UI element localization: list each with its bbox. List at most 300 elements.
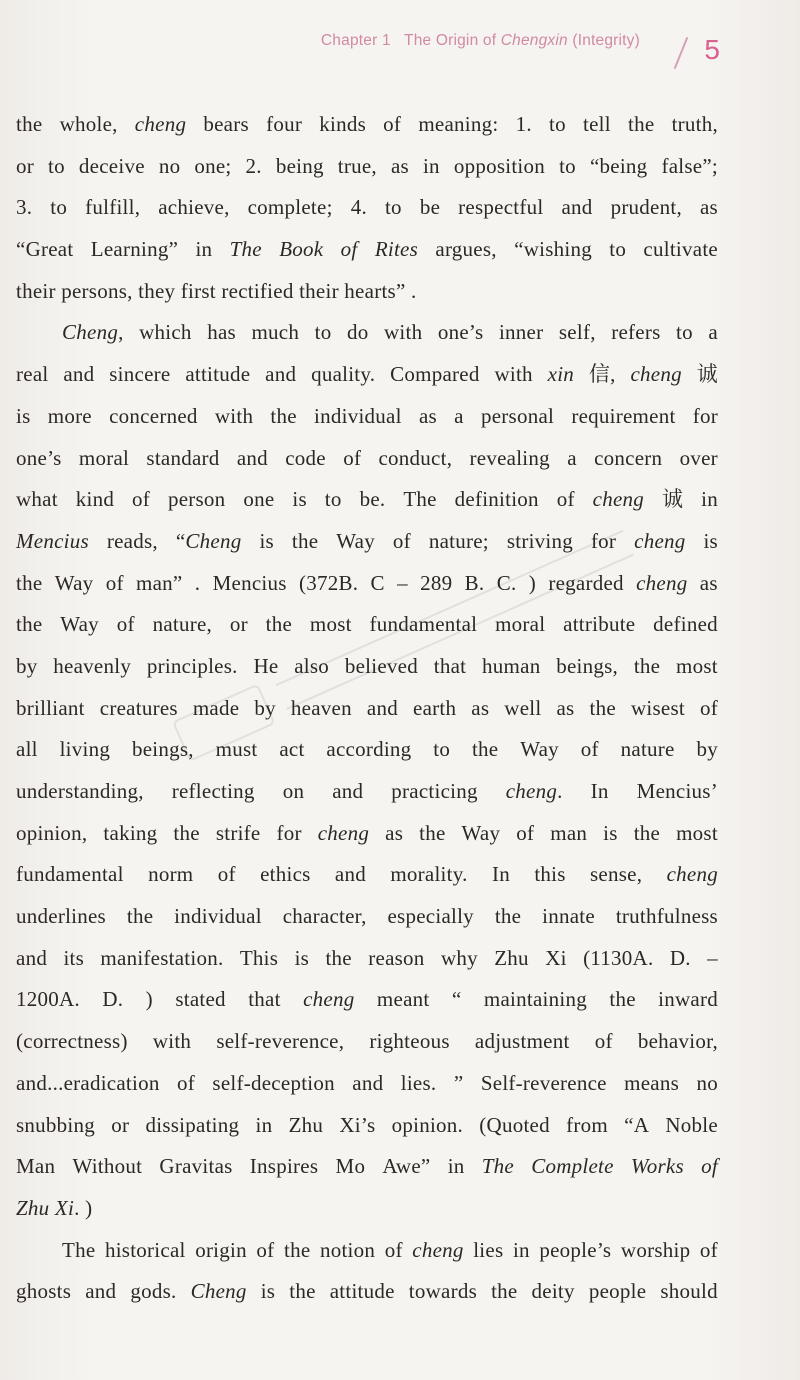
- word: “Great: [16, 237, 74, 262]
- word: with: [494, 362, 533, 387]
- word: from: [566, 1112, 608, 1137]
- word: Way: [54, 570, 94, 595]
- word: of: [556, 487, 575, 512]
- word: that: [433, 653, 467, 678]
- word: sincere: [109, 362, 171, 387]
- word: people’s: [539, 1237, 612, 1262]
- text-line: [16, 938, 718, 980]
- word: Way: [520, 737, 559, 762]
- word: Awe”: [382, 1154, 431, 1179]
- word: righteous: [369, 1029, 450, 1054]
- word: human: [482, 653, 541, 678]
- word: achieve,: [158, 195, 230, 220]
- word: revealing: [469, 445, 550, 470]
- word: the: [628, 112, 655, 136]
- word: In: [491, 862, 510, 887]
- word: ghosts: [16, 1279, 72, 1304]
- word: with: [384, 320, 423, 345]
- word: to: [384, 195, 402, 220]
- word: what: [16, 487, 58, 512]
- word: practicing: [391, 779, 478, 803]
- word: (Quoted: [479, 1112, 550, 1137]
- word: 2.: [245, 153, 262, 178]
- word: as: [418, 403, 437, 428]
- word: to: [314, 320, 332, 345]
- word: one’s: [16, 445, 62, 470]
- italic-word: of: [701, 1154, 718, 1179]
- word: (372B.: [298, 570, 359, 595]
- word: means: [624, 1070, 680, 1095]
- word: B.: [464, 570, 485, 595]
- word: kinds: [319, 112, 366, 136]
- word: 289: [420, 570, 453, 595]
- text-line: [16, 688, 718, 730]
- word: the: [126, 904, 154, 929]
- word: of: [699, 1237, 718, 1262]
- word: requirement: [571, 403, 676, 428]
- text-line: [16, 563, 718, 605]
- word: respectful: [458, 195, 544, 220]
- word: underlines: [16, 904, 106, 929]
- italic-word: cheng: [505, 779, 558, 803]
- italic-word: cheng: [303, 987, 355, 1012]
- word: one;: [194, 153, 232, 178]
- text-segment: . ): [74, 1195, 93, 1220]
- word: –: [707, 945, 718, 970]
- page-number: 5: [704, 34, 720, 65]
- word: norm: [148, 862, 194, 887]
- text-line: [16, 771, 718, 813]
- word: individual: [314, 403, 402, 428]
- text-line: [16, 854, 718, 896]
- word: is: [292, 487, 307, 512]
- word: innate: [542, 904, 595, 929]
- word: believed: [344, 653, 418, 678]
- word: striving: [506, 528, 573, 553]
- word: the: [471, 737, 499, 762]
- word: argues,: [435, 237, 497, 262]
- word: is: [16, 403, 31, 428]
- word: attitude: [329, 1279, 395, 1304]
- word: people: [588, 1279, 647, 1304]
- word: to: [559, 153, 576, 178]
- word: ): [145, 987, 153, 1012]
- italic-word: cheng: [630, 362, 682, 387]
- word: Way: [60, 612, 99, 637]
- word: 诚: [696, 362, 718, 387]
- word: by: [16, 653, 38, 678]
- word: inward: [658, 987, 718, 1012]
- word: one’s: [437, 320, 484, 345]
- word: to: [433, 737, 451, 762]
- word: of: [699, 695, 718, 720]
- word: D.: [669, 945, 691, 970]
- word: made: [192, 695, 240, 720]
- word: living: [59, 737, 111, 762]
- word: (correctness): [16, 1029, 128, 1054]
- word: brilliant: [16, 695, 85, 720]
- word: manifestation.: [100, 945, 224, 970]
- word: C: [370, 570, 385, 595]
- word: lies: [473, 1237, 504, 1262]
- word: taking: [103, 820, 158, 845]
- word: “A: [624, 1112, 650, 1137]
- word: being: [275, 153, 324, 178]
- word: of: [256, 1237, 275, 1262]
- word: moral: [78, 445, 130, 470]
- word: Way: [461, 820, 501, 845]
- word: quality.: [311, 362, 376, 387]
- italic-word: The: [481, 1154, 514, 1179]
- word: to: [50, 195, 68, 220]
- word: deity: [531, 1279, 575, 1304]
- word: .: [557, 779, 563, 803]
- word-group: [62, 312, 124, 354]
- word: complete;: [247, 195, 333, 220]
- word: also: [294, 653, 330, 678]
- word: bears: [203, 112, 249, 136]
- chapter-label: Chapter 1: [320, 32, 391, 49]
- word: more: [47, 403, 92, 428]
- word: is: [260, 1279, 276, 1304]
- word: defined: [653, 612, 718, 637]
- word: regarded: [548, 570, 624, 595]
- word: heavenly: [53, 653, 132, 678]
- word: the: [291, 528, 319, 553]
- italic-word: cheng: [412, 1237, 464, 1262]
- word: Inspires: [249, 1154, 319, 1179]
- word: prudent,: [610, 195, 682, 220]
- word: and: [236, 445, 268, 470]
- word: in: [255, 1112, 273, 1137]
- word: by: [696, 737, 718, 762]
- word: much: [251, 320, 300, 345]
- word: on: [282, 779, 305, 803]
- word: of: [116, 612, 135, 637]
- word: reads,: [106, 528, 158, 553]
- word: a: [454, 403, 464, 428]
- word: well: [504, 695, 542, 720]
- text-line: [16, 479, 718, 521]
- italic-word: of: [340, 237, 358, 262]
- word: ,: [118, 320, 124, 345]
- word: standard: [146, 445, 220, 470]
- word: Compared: [390, 362, 480, 387]
- text-line: [16, 979, 718, 1021]
- word: personal: [480, 403, 555, 428]
- word: do: [346, 320, 369, 345]
- text-line: [16, 646, 718, 688]
- word-group: [506, 771, 563, 813]
- word: no: [696, 1070, 718, 1095]
- italic-word: cheng: [636, 570, 688, 595]
- text-line: [16, 271, 718, 313]
- word: and: [366, 695, 398, 720]
- italic-word: Complete: [531, 1154, 614, 1179]
- word: .: [194, 570, 201, 595]
- word: be: [419, 195, 441, 220]
- word: concern: [594, 445, 663, 470]
- word: the: [494, 904, 522, 929]
- word: self-reverence,: [216, 1029, 345, 1054]
- word: and: [561, 195, 593, 220]
- word: or: [16, 153, 34, 178]
- word: and: [265, 362, 297, 387]
- text-line: [16, 354, 718, 396]
- word: Zhu: [494, 945, 529, 970]
- word: sense,: [590, 862, 643, 887]
- word: of: [594, 1029, 613, 1054]
- word: of: [105, 570, 124, 595]
- word: in: [512, 1237, 530, 1262]
- word: and: [332, 779, 364, 803]
- word: worship: [620, 1237, 691, 1262]
- word: as: [385, 820, 404, 845]
- word: This: [239, 945, 279, 970]
- word: or: [111, 1112, 130, 1137]
- text-line: [16, 104, 718, 146]
- word: C.: [496, 570, 517, 595]
- word: 1.: [515, 112, 532, 136]
- word: concerned: [109, 403, 198, 428]
- text-line: [16, 312, 718, 354]
- word: and...eradication: [16, 1070, 160, 1095]
- word: and: [352, 1070, 384, 1095]
- word: earth: [413, 695, 457, 720]
- word: kind: [75, 487, 115, 512]
- word: the: [16, 112, 43, 136]
- word: of: [217, 862, 236, 887]
- word: Noble: [665, 1112, 718, 1137]
- word: for: [276, 820, 302, 845]
- italic-word: cheng: [592, 487, 645, 512]
- word: has: [207, 320, 236, 345]
- word: the: [265, 612, 293, 637]
- word: stated: [175, 987, 226, 1012]
- word: character,: [282, 904, 367, 929]
- word: most: [676, 653, 718, 678]
- word: is: [603, 820, 618, 845]
- word: D.: [102, 987, 124, 1012]
- word: the: [609, 987, 636, 1012]
- word: individual: [174, 904, 262, 929]
- word: beings,: [131, 737, 194, 762]
- word: the: [289, 1279, 316, 1304]
- italic-word: cheng: [317, 820, 370, 845]
- word: opinion,: [16, 820, 88, 845]
- word-group: [176, 521, 242, 563]
- text-line: [16, 1021, 718, 1063]
- word: –: [397, 570, 408, 595]
- word: The: [62, 1237, 96, 1262]
- word: reason: [368, 945, 425, 970]
- word: meaning:: [418, 112, 499, 136]
- word: person: [167, 487, 226, 512]
- word: beings,: [556, 653, 619, 678]
- italic-word: Rites: [374, 237, 419, 262]
- word: of: [516, 820, 535, 845]
- word: the: [173, 820, 200, 845]
- word: creatures: [99, 695, 178, 720]
- word: the: [491, 1279, 518, 1304]
- word: most: [309, 612, 352, 637]
- text-line: [16, 146, 718, 188]
- word: a: [708, 320, 718, 345]
- word: opinion.: [391, 1112, 464, 1137]
- word: 1200A.: [16, 987, 80, 1012]
- word: notion: [319, 1237, 376, 1262]
- word: origin: [195, 1237, 247, 1262]
- word: Xi’s: [339, 1112, 376, 1137]
- word: ”: [453, 1070, 464, 1095]
- word: all: [16, 737, 38, 762]
- word: ethics: [260, 862, 311, 887]
- word: self-deception: [212, 1070, 335, 1095]
- word: be.: [359, 487, 386, 512]
- word: meant: [376, 987, 430, 1012]
- word: towards: [408, 1279, 478, 1304]
- word: nature,: [152, 612, 213, 637]
- word: deceive: [78, 153, 145, 178]
- chapter-title-italic: Chengxin: [500, 32, 568, 49]
- word: understanding,: [16, 779, 144, 803]
- word: ): [528, 570, 537, 595]
- word: “: [451, 987, 462, 1012]
- word: that: [248, 987, 281, 1012]
- italic-word: cheng: [634, 528, 686, 553]
- text-line: [16, 1063, 718, 1105]
- word: should: [660, 1279, 718, 1304]
- word: which: [139, 320, 192, 345]
- word: of: [343, 445, 362, 470]
- word: fulfill,: [85, 195, 141, 220]
- word: act: [279, 737, 305, 762]
- word: the: [419, 820, 446, 845]
- word: attribute: [563, 612, 636, 637]
- word: lies.: [400, 1070, 437, 1095]
- word: or: [229, 612, 248, 637]
- word: with: [152, 1029, 192, 1054]
- word: and: [63, 362, 95, 387]
- running-head: [321, 32, 640, 50]
- italic-word: Mencius: [16, 528, 89, 553]
- italic-word: Book: [279, 237, 324, 262]
- word: as: [390, 153, 409, 178]
- word: as: [699, 195, 718, 220]
- italic-word: xin: [547, 362, 575, 387]
- word: to: [48, 153, 65, 178]
- word: tell: [583, 112, 611, 136]
- word: the: [325, 945, 352, 970]
- word: the: [633, 820, 661, 845]
- word: reflecting: [171, 779, 255, 803]
- word: with: [214, 403, 254, 428]
- word: inner: [498, 320, 544, 345]
- word: in: [447, 1154, 465, 1179]
- word: Self-reverence: [480, 1070, 607, 1095]
- word: to: [676, 320, 693, 345]
- word: in: [195, 237, 213, 262]
- text-line: [16, 521, 718, 563]
- word: and: [334, 862, 366, 887]
- word: “being: [589, 153, 648, 178]
- word: of: [392, 528, 411, 553]
- word: true,: [337, 153, 377, 178]
- text-line: [16, 1188, 718, 1230]
- word: “: [175, 528, 186, 553]
- word: Zhu: [288, 1112, 324, 1137]
- word: must: [215, 737, 258, 762]
- text-segment: their persons, they first rectified their hearts” .: [16, 278, 417, 303]
- text-line: [16, 438, 718, 480]
- word: is: [703, 528, 718, 553]
- word: of: [580, 737, 599, 762]
- word: adjustment: [474, 1029, 570, 1054]
- text-line: [16, 187, 718, 229]
- text-line: [16, 1230, 718, 1272]
- word: 信,: [588, 362, 616, 387]
- word: real: [16, 362, 49, 387]
- word: its: [63, 945, 85, 970]
- word: (1130A.: [583, 945, 654, 970]
- word: nature;: [428, 528, 489, 553]
- word: truthfulness: [615, 904, 718, 929]
- word: man”: [136, 570, 183, 595]
- word: and: [85, 1279, 117, 1304]
- word: self,: [558, 320, 596, 345]
- word: Learning”: [90, 237, 179, 262]
- word: in: [422, 153, 440, 178]
- word: code: [285, 445, 326, 470]
- word: according: [326, 737, 412, 762]
- chapter-title-prefix: The Origin of: [404, 32, 501, 49]
- word: as: [471, 695, 490, 720]
- word: Way: [336, 528, 375, 553]
- word: wisest: [630, 695, 685, 720]
- word: Xi: [545, 945, 567, 970]
- word: In: [590, 779, 609, 803]
- word: refers: [611, 320, 661, 345]
- word: Mo: [335, 1154, 366, 1179]
- word: the: [283, 1237, 311, 1262]
- text-line: [16, 813, 718, 855]
- word: man: [550, 820, 588, 845]
- word: morality.: [390, 862, 468, 887]
- word: principles.: [146, 653, 238, 678]
- word: for: [692, 403, 718, 428]
- word: opposition: [453, 153, 546, 178]
- word: no: [158, 153, 181, 178]
- italic-word: The: [229, 237, 262, 262]
- word: the: [16, 612, 43, 637]
- word: the: [589, 695, 616, 720]
- italic-word: Cheng: [62, 320, 119, 345]
- word: behavior,: [637, 1029, 718, 1054]
- text-line: [16, 604, 718, 646]
- word: most: [676, 820, 718, 845]
- word: this: [534, 862, 566, 887]
- body-text: [16, 104, 718, 1313]
- word: as: [699, 570, 718, 595]
- word: nature: [620, 737, 675, 762]
- word: over: [679, 445, 718, 470]
- word: fundamental: [16, 862, 124, 887]
- word: He: [253, 653, 279, 678]
- word: a: [567, 445, 577, 470]
- word: the: [16, 570, 43, 595]
- word: to: [609, 237, 627, 262]
- word: gods.: [130, 1279, 177, 1304]
